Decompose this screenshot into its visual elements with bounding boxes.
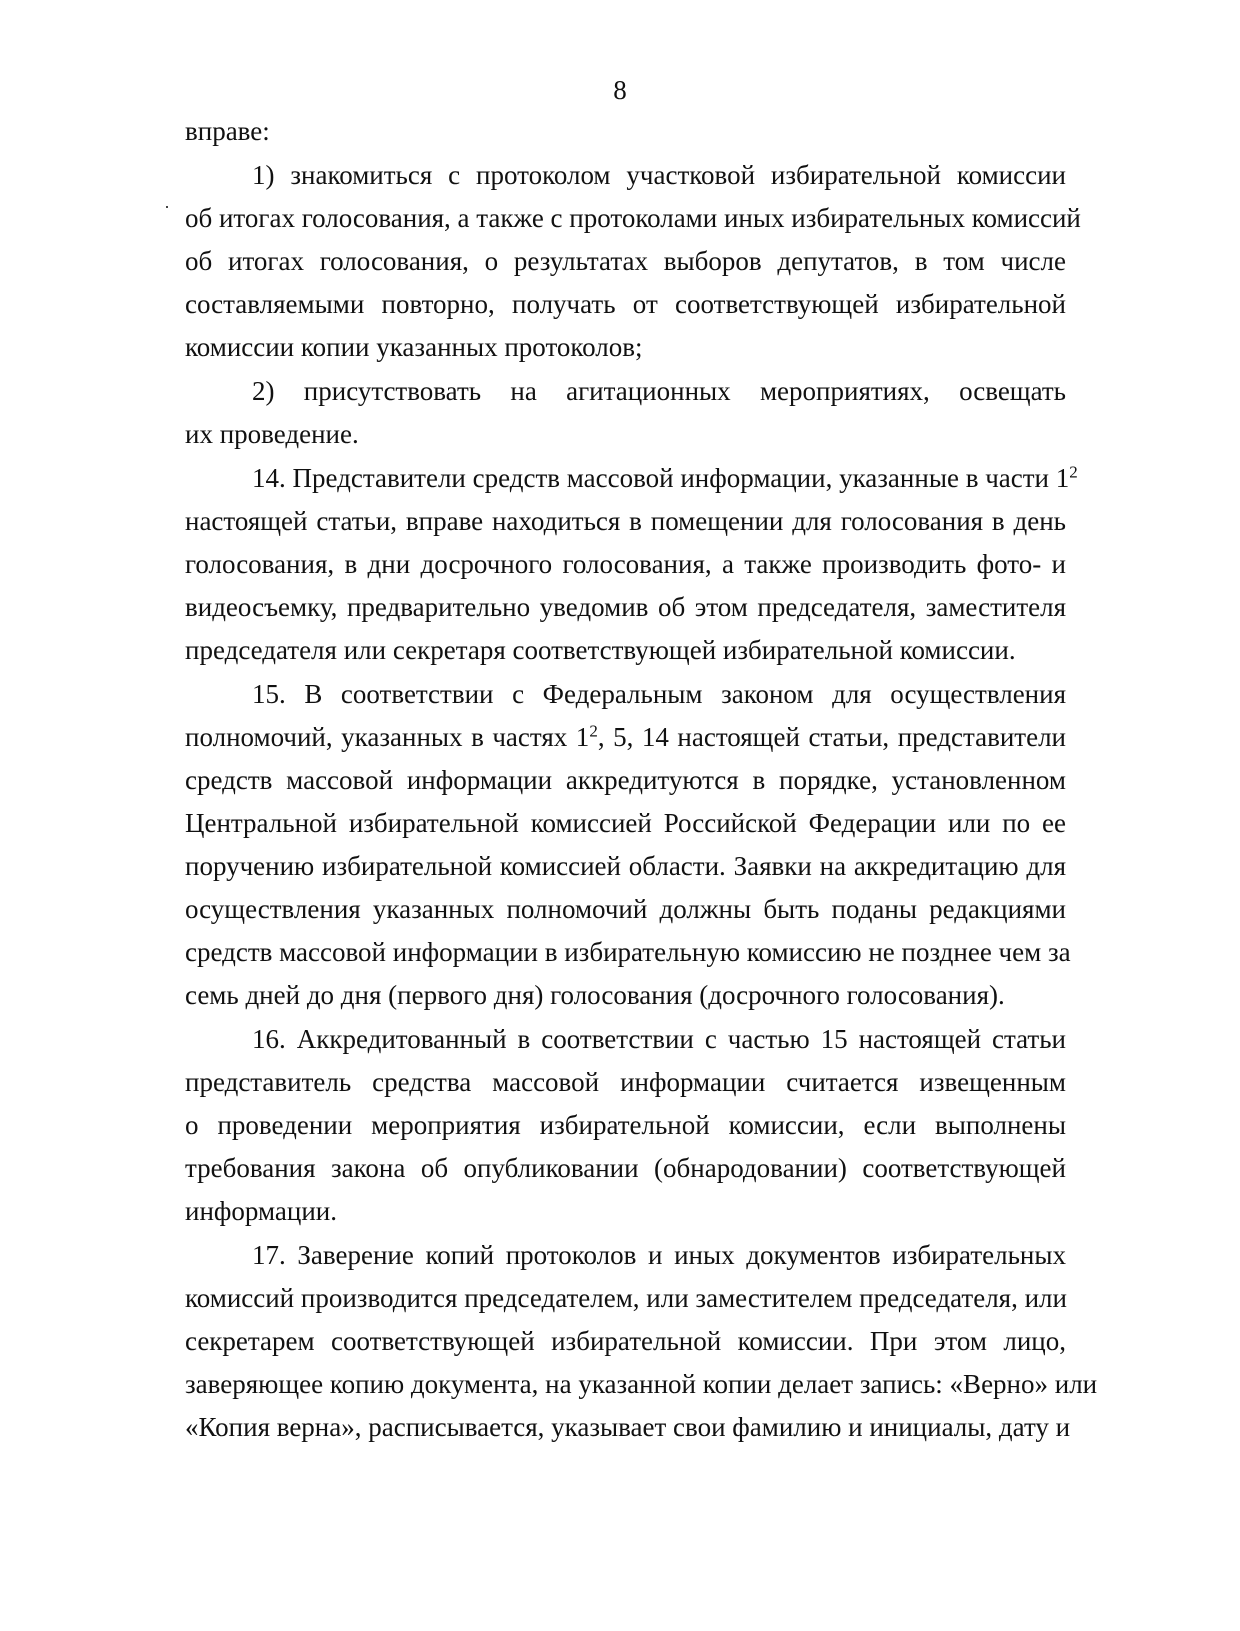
- text-line: заверяющее копию документа, на указанной копии делает запись: «Верно» или: [185, 1369, 1098, 1399]
- scan-speck: [166, 206, 168, 208]
- superscript: 2: [589, 721, 598, 741]
- text-line: видеосъемку, предварительно уведомив об этом председателя, заместителя: [185, 592, 1066, 622]
- text-line: поручению избирательной комиссией области. Заявки на аккредитацию для: [185, 851, 1066, 881]
- text-line: 17. Заверение копий протоколов и иных документов избирательных: [252, 1240, 1066, 1270]
- text-line: комиссий производится председателем, или заместителем председателя, или: [185, 1283, 1067, 1313]
- text-line: средств массовой информации в избирательную комиссию не позднее чем за: [185, 937, 1071, 967]
- text-line: секретарем соответствующей избирательной комиссии. При этом лицо,: [185, 1326, 1066, 1356]
- text-line: [185, 716, 1066, 759]
- text-line: семь дней до дня (первого дня) голосования (досрочного голосования).: [185, 980, 1005, 1010]
- text-line: 2) присутствовать на агитационных мероприятиях, освещать: [252, 376, 1066, 406]
- text-line: требования закона об опубликовании (обнародовании) соответствующей: [185, 1153, 1066, 1183]
- text-line: составляемыми повторно, получать от соответствующей избирательной: [185, 289, 1066, 319]
- document-body: [185, 110, 1098, 1449]
- text-line: информации.: [185, 1196, 337, 1226]
- text-fragment: , 5, 14 настоящей статьи, представители: [597, 722, 1067, 752]
- text-line: об итогах голосования, о результатах выборов депутатов, в том числе: [185, 246, 1066, 276]
- text-line: 15. В соответствии с Федеральным законом для осуществления: [252, 679, 1066, 709]
- text-line: их проведение.: [185, 419, 359, 449]
- text-line: комиссии копии указанных протоколов;: [185, 332, 643, 362]
- page-number: 8: [613, 75, 627, 105]
- text-line: председателя или секретаря соответствующей избирательной комиссии.: [185, 635, 1016, 665]
- text-line: Центральной избирательной комиссией Российской Федерации или по ее: [185, 808, 1066, 838]
- text-line: [185, 457, 1078, 500]
- text-line: «Копия верна», расписывается, указывает свои фамилию и инициалы, дату и: [185, 1412, 1071, 1442]
- text-line: об итогах голосования, а также с протоколами иных избирательных комиссий: [185, 203, 1081, 233]
- text-line: голосования, в дни досрочного голосования, а также производить фото- и: [185, 549, 1066, 579]
- superscript: 2: [1069, 462, 1078, 482]
- text-line: представитель средства массовой информации считается извещенным: [185, 1067, 1066, 1097]
- text-line: о проведении мероприятия избирательной комиссии, если выполнены: [185, 1110, 1066, 1140]
- text-line: настоящей статьи, вправе находиться в помещении для голосования в день: [185, 506, 1066, 536]
- text-line: 1) знакомиться с протоколом участковой избирательной комиссии: [252, 160, 1066, 190]
- text-line: осуществления указанных полномочий должны быть поданы редакциями: [185, 894, 1066, 924]
- text-fragment: 14. Представители средств массовой информации, указанные в части 1: [252, 463, 1070, 493]
- text-fragment: полномочий, указанных в частях 1: [185, 722, 590, 752]
- text-line: вправе:: [185, 116, 270, 146]
- text-line: средств массовой информации аккредитуются в порядке, установленном: [185, 765, 1066, 795]
- text-line: 16. Аккредитованный в соответствии с частью 15 настоящей статьи: [252, 1024, 1066, 1054]
